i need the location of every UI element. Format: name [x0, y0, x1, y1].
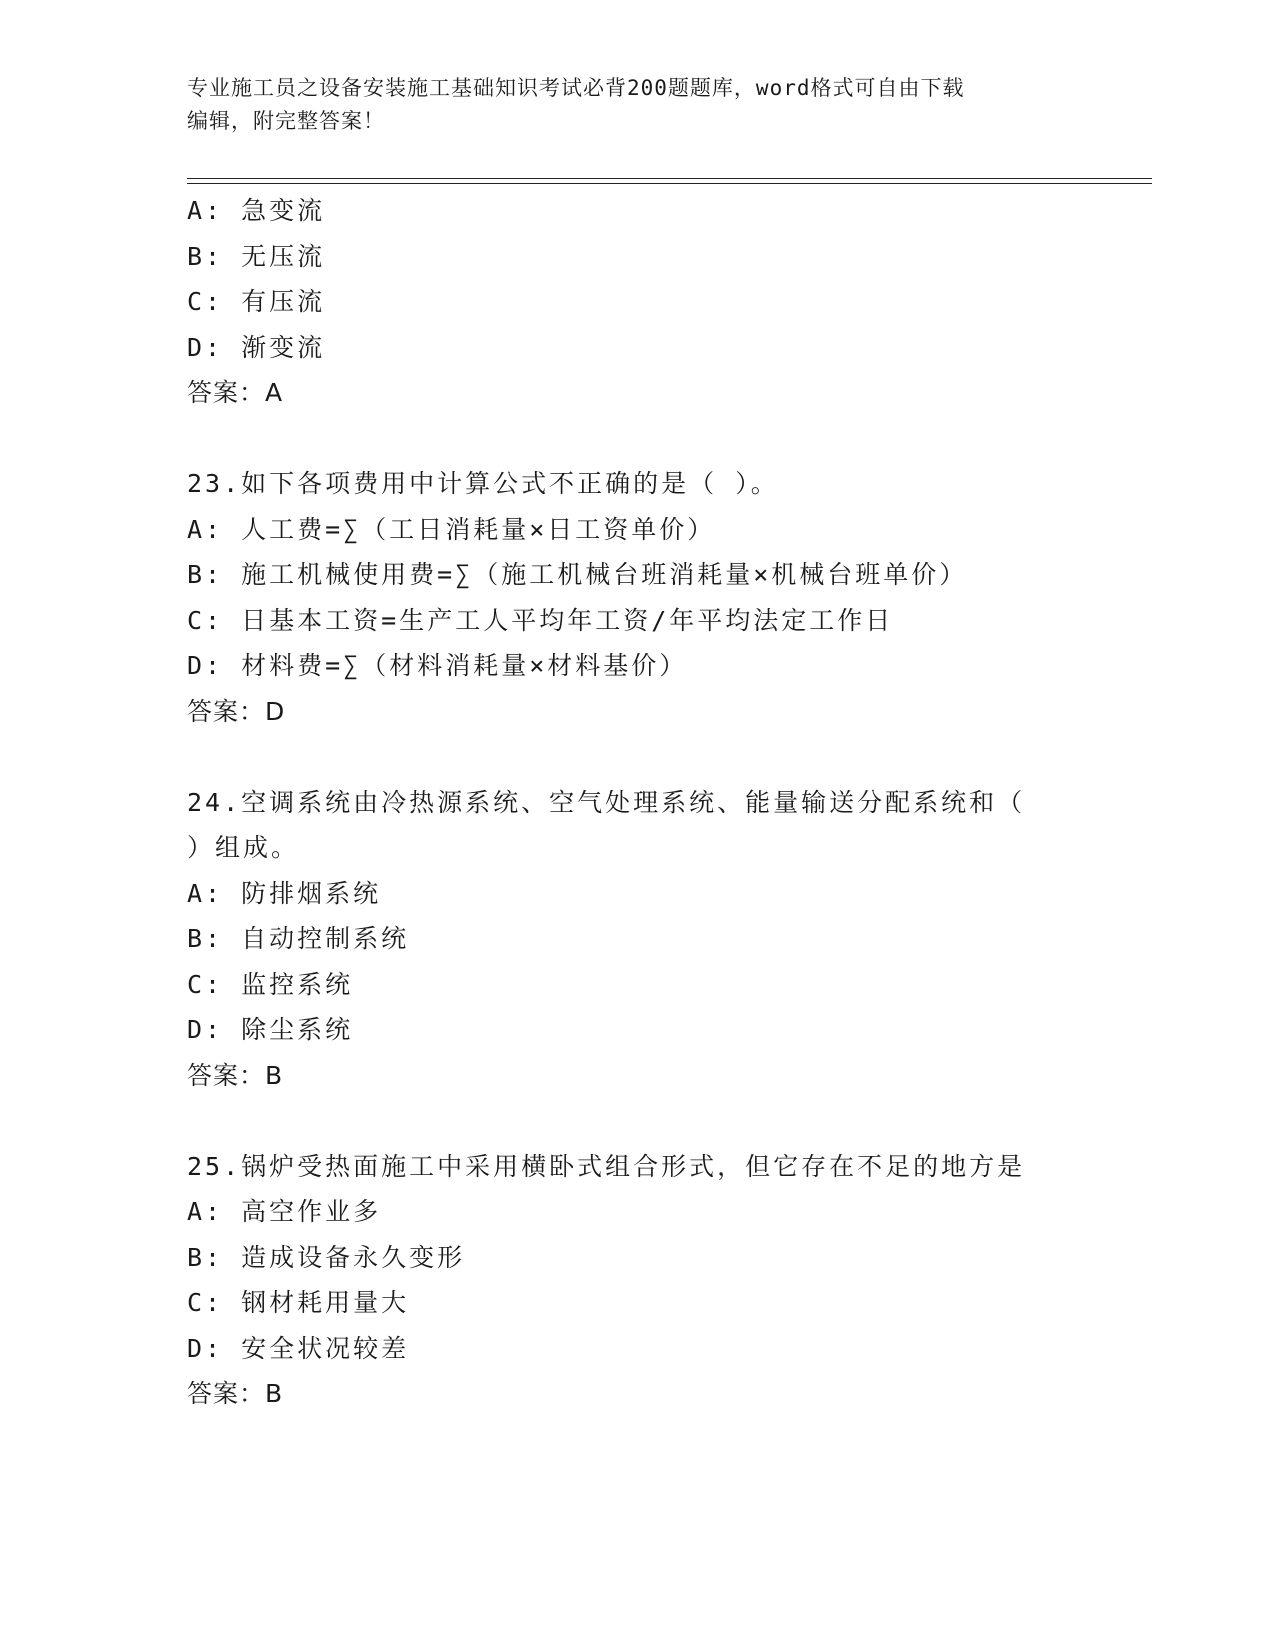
spacer	[187, 734, 1087, 780]
document-header	[187, 72, 1067, 138]
header-divider-bottom	[187, 183, 1152, 184]
q24-option-d: D: 除尘系统	[187, 1015, 354, 1044]
q22-option-d: D: 渐变流	[187, 332, 326, 362]
q24-option-b: B: 自动控制系统	[187, 924, 410, 953]
q25-option-d: D: 安全状况较差	[187, 1333, 410, 1363]
q24-option-c: C: 监控系统	[187, 969, 354, 999]
question-23-block	[187, 461, 1087, 734]
q24-question-line-2: ）组成。	[187, 833, 300, 862]
q25-option-b: B: 造成设备永久变形	[187, 1242, 466, 1272]
q25-answer: 答案：B	[187, 1379, 284, 1408]
q22-option-a: A: 急变流	[187, 196, 326, 225]
q22-answer: 答案：A	[187, 378, 284, 407]
question-24-block	[187, 780, 1087, 1099]
q24-option-a: A: 防排烟系统	[187, 878, 382, 908]
q23-option-b: B: 施工机械使用费=∑（施工机械台班消耗量×机械台班单价）	[187, 560, 968, 589]
q22-option-c: C: 有压流	[187, 287, 326, 316]
question-25-block	[187, 1144, 1087, 1417]
q23-option-d: D: 材料费=∑（材料消耗量×材料基价）	[187, 651, 688, 680]
header-divider-top	[187, 178, 1152, 179]
q25-option-c: C: 钢材耗用量大	[187, 1288, 410, 1317]
q24-question-line-1: 24.空调系统由冷热源系统、空气处理系统、能量输送分配系统和（	[187, 787, 1026, 817]
spacer	[187, 416, 1087, 462]
header-title-line-2: 编辑，附完整答案！	[187, 109, 385, 133]
spacer	[187, 1098, 1087, 1144]
question-list	[187, 188, 1087, 1417]
q24-answer: 答案：B	[187, 1060, 284, 1090]
q23-question: 23.如下各项费用中计算公式不正确的是（ ）。	[187, 469, 779, 498]
question-22-block	[187, 188, 1087, 416]
q23-option-a: A: 人工费=∑（工日消耗量×日工资单价）	[187, 514, 716, 544]
q25-option-a: A: 高空作业多	[187, 1197, 382, 1226]
q23-answer: 答案：D	[187, 696, 286, 726]
q22-option-b: B: 无压流	[187, 241, 326, 271]
q25-question: 25.锅炉受热面施工中采用横卧式组合形式，但它存在不足的地方是	[187, 1151, 1026, 1181]
q23-option-c: C: 日基本工资=生产工人平均年工资/年平均法定工作日	[187, 605, 894, 635]
header-title-line-1: 专业施工员之设备安装施工基础知识考试必背200题题库，word格式可自由下载	[187, 76, 965, 100]
